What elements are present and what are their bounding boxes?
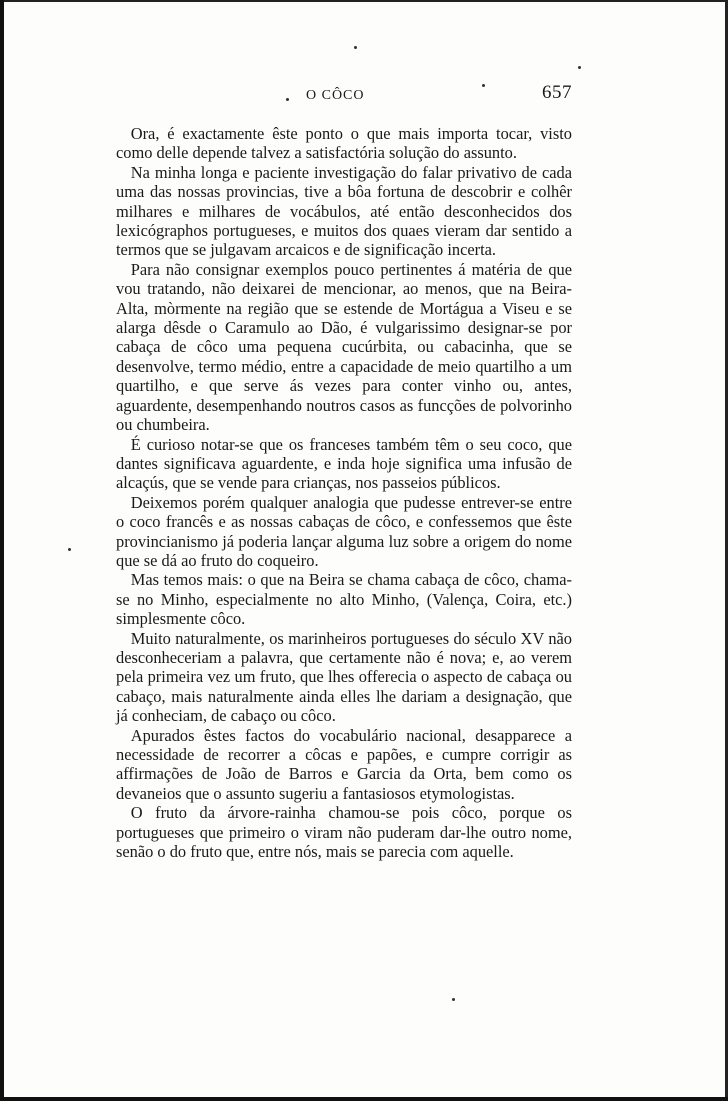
paragraph-7: Muito naturalmente, os marinheiros portugueses do século XV não desconheceriam a palavra, que certamente não é nova; e, ao verem pela primeira vez um fruto, que lhes offerecia o aspecto de cabaça ou cabaço, mais naturalmente ainda elles lhe dariam a designação, que já conheciam, de cabaço ou côco. bbox=[116, 628, 572, 726]
running-head: O CÔCO bbox=[306, 88, 365, 103]
paragraph-9: O fruto da árvore-rainha chamou-se pois côco, porque os portugueses que primeiro o viram não puderam dar-lhe outro nome, senão o do fruto que, entre nós, mais se parecia com aquelle. bbox=[116, 803, 572, 862]
paragraph-2: Na minha longa e paciente investigação do falar privativo de cada uma das nossas provincias, tive a bôa fortuna de descobrir e colhêr milhares e milhares de vocábulos, até então desconhecidos dos lexicógraphos portugueses, e muitos dos quaes vieram dar sentido a termos que se julgavam arcaicos e de significação incerta. bbox=[116, 162, 572, 260]
paragraph-1: Ora, é exactamente êste ponto o que mais importa tocar, visto como delle depende talvez a satisfactória solução do assunto. bbox=[116, 124, 572, 163]
paragraph-3: Para não consignar exemplos pouco pertinentes á matéria de que vou tratando, não deixarei de mencionar, ao menos, que na Beira-Alta, mòrmente na região que se estende de Mortágua a Viseu e se alarga dêsde o Caramulo ao Dão, é vulgarissimo designar-se por cabaça de côco uma pequena cucúrbita, ou cabacinha, que se desenvolve, termo médio, entre a capacidade de meio quartilho a um quartilho, e que serve ás vezes para conter vinho ou, antes, aguardente, desempenhando noutros casos as funcções de polvorinho ou chumbeira. bbox=[116, 259, 572, 435]
page-border-bottom bbox=[0, 1097, 728, 1101]
page-border-top bbox=[0, 0, 728, 2]
paragraph-4: É curioso notar-se que os franceses também têm o seu coco, que dantes significava aguardente, e inda hoje significa uma infusão de alcaçús, que se vende para crianças, nos passeios públicos. bbox=[116, 434, 572, 493]
print-speck bbox=[354, 46, 357, 49]
print-speck bbox=[578, 66, 581, 69]
page-border-left bbox=[0, 0, 4, 1101]
paragraph-6: Mas temos mais: o que na Beira se chama cabaça de côco, chama-se no Minho, especialmente no alto Minho, (Valença, Coira, etc.) simplesmente côco. bbox=[116, 570, 572, 629]
paragraph-5: Deixemos porém qualquer analogia que pudesse entrever-se entre o coco francês e as nossas cabaças de côco, e confessemos que êste provincianismo já poderia lançar alguma luz sobre a origem do nome que se dá ao fruto do coqueiro. bbox=[116, 492, 572, 570]
paragraph-8: Apurados êstes factos do vocabulário nacional, desapparece a necessidade de recorrer a côcas e papões, e cumpre corrigir as affirmações de João de Barros e Garcia da Orta, bem como os devaneios que o assunto sugeriu a fantasiosos etymologistas. bbox=[116, 725, 572, 803]
print-speck bbox=[68, 548, 71, 551]
page-number: 657 bbox=[542, 82, 572, 103]
print-speck bbox=[452, 998, 455, 1001]
body-text bbox=[116, 124, 572, 861]
page-header bbox=[116, 80, 572, 110]
